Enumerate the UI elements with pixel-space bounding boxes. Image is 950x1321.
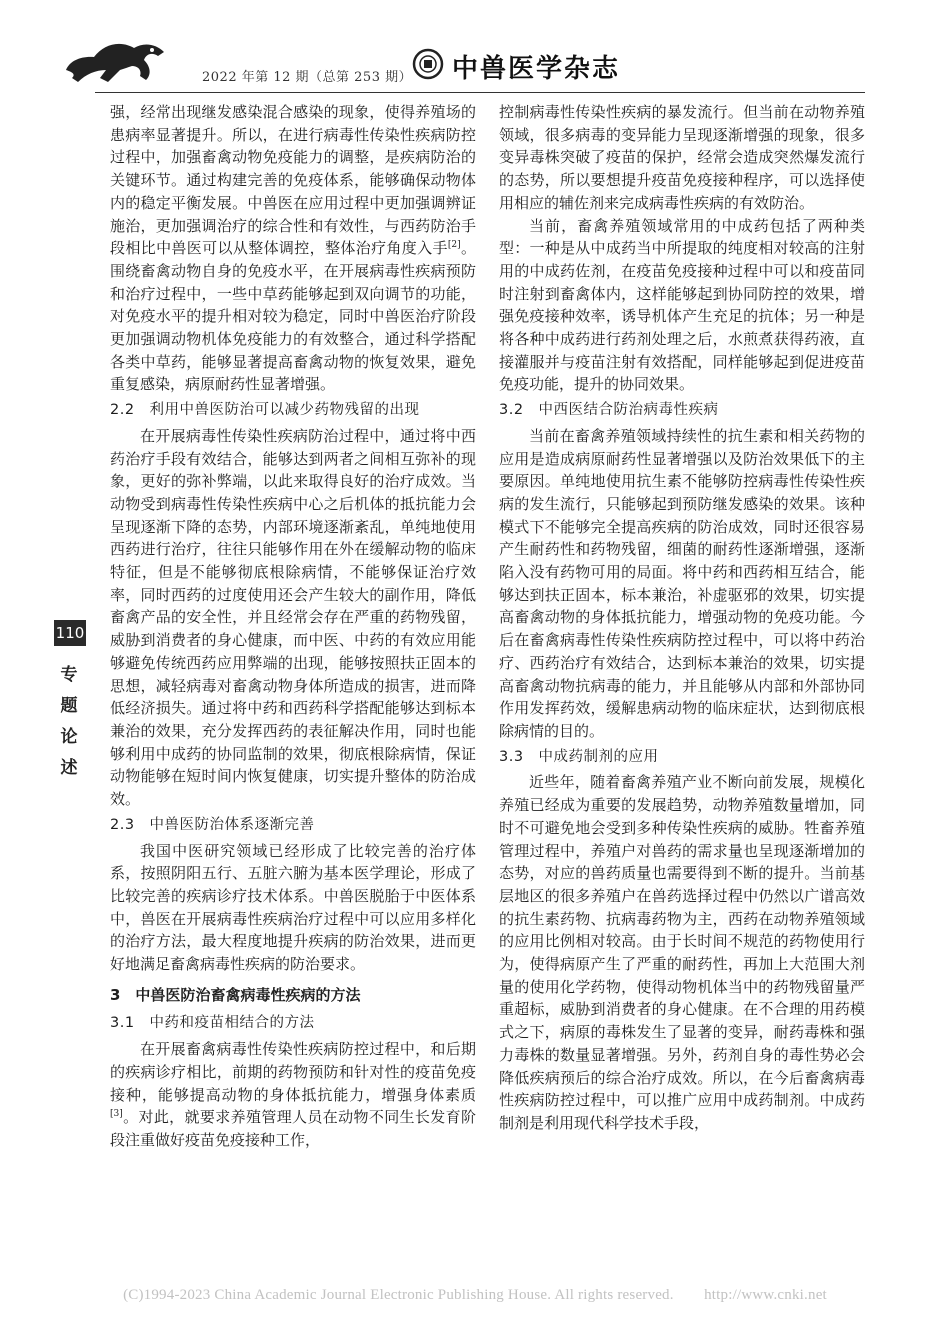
- citation: [3]: [110, 1109, 123, 1120]
- copyright-footer: (C)1994-2023 China Academic Journal Electronic Publishing House. All rights reserved. http://www.cnki.net: [123, 1287, 827, 1303]
- paragraph: 近些年，随着畜禽养殖产业不断向前发展，规模化养殖已经成为重要的发展趋势，动物养殖数量增加，同时不可避免地会受到多种传染性疾病的威胁。牲畜养殖管理过程中，养殖户对兽药的需求量也呈现逐渐增加的态势，对应的兽药质量也需要得到不断的提升。当前基层地区的很多养殖户在兽药选择过程中仍然以广谱高效的抗生素药物、抗病毒药物为主，西药在动物养殖领域的应用比例相对较高。由于长时间不规范的药物使用行为，使得病原产生了严重的耐药性，再加上大范围大剂量的使用化学药物，使得动物机体当中的药物残留量严重超标，威胁到消费者的身心健康。在不合理的用药模式之下，病原的毒株发生了显著的变异，耐药毒株和强力毒株的数量显著增强。另外，药剂自身的毒性势必会降低疾病预后的综合治疗成效。所以，在今后畜禽病毒性疾病防控过程中，可以推广应用中成药制剂。中成药制剂是利用现代科学技术手段，: [499, 773, 865, 1132]
- page-header: [0, 0, 950, 100]
- section-heading: 2.2 利用中兽医防治可以减少药物残留的出现: [110, 402, 420, 419]
- journal-title: 中兽医学杂志: [452, 54, 621, 84]
- paragraph: 强，经常出现继发感染混合感染的现象，使得养殖场的患病率显著提升。所以，在进行病毒性传染性疾病防控过程中，加强畜禽动物免疫能力的调整，是疾病防治的关键环节。通过构建完善的免疫体系，能够确保动物体内的稳定平衡发展。中兽医在应用过程中更加强调辨证施治，更加强调治疗的综合性和有效性，与西药防治手段相比中兽医可以从整体调控，整体治疗角度入手[2]。围绕畜禽动物自身的免疫水平，在开展病毒性疾病预防和治疗过程中，一些中草药能够起到双向调节的功能，对免疫水平的提升相对较为稳定，同时中兽医治疗阶段更加强调动物机体免疫能力的有效整合，通过科学搭配各类中草药，能够显著提高畜禽动物的恢复效果，避免重复感染，病原耐药性显著增强。: [110, 103, 476, 394]
- paragraph: 在开展病毒性传染性疾病防治过程中，通过将中西药治疗手段有效结合，能够达到两者之间相互弥补的现象，更好的弥补弊端，以此来取得良好的治疗成效。当动物受到病毒性传染性疾病中心之后机体的抵抗能力会呈现逐渐下降的态势，内部环境逐渐紊乱，单纯地使用西药进行治疗，往往只能够作用在外在缓解动物的临床特征，但是不能够彻底根除病情，不能够保证治疗效率，同时西药的过度使用还会产生较大的副作用，降低畜禽产品的安全性，并且经常会存在严重的药物残留，威胁到消费者的身心健康，而中医、中药的有效应用能够避免传统西药应用弊端的出现，能够按照扶正固本的思想，减轻病毒对畜禽动物身体所造成的损害，进而降低经济损失。通过将中药和西药科学搭配能够达到标本兼治的效果，充分发挥西药的表征解决作用，同时也能够利用中成药的协同监制的效果，彻底根除病情，保证动物能够在短时间内恢复健康，切实提升整体的防治成效。: [110, 426, 476, 809]
- citation: [2]: [447, 240, 461, 251]
- section-heading: 3.3 中成药制剂的应用: [499, 748, 659, 765]
- left-column: [110, 101, 476, 1152]
- right-column: [499, 101, 865, 1135]
- header-rule: [95, 92, 865, 93]
- side-tab: [54, 620, 84, 784]
- paragraph: 我国中医研究领域已经形成了比较完善的治疗体系，按照阴阳五行、五脏六腑为基本医学理论，形成了比较完善的疾病诊疗技术体系。中兽医脱胎于中医体系中，兽医在开展病毒性疾病治疗过程中可以应用多样化的治疗方法，最大程度地提升疾病的防治效果，进而更好地满足畜禽病毒性疾病的防治要求。: [110, 841, 476, 974]
- page-number: 110: [54, 620, 86, 646]
- journal-seal-icon: [412, 48, 444, 80]
- section-heading: 3.1 中药和疫苗相结合的方法: [110, 1015, 315, 1032]
- paragraph: 控制病毒性传染性疾病的暴发流行。但当前在动物养殖领域，很多病毒的变异能力呈现逐渐增强的现象，很多变异毒株突破了疫苗的保护，经常会造成突然爆发流行的态势，所以要想提升疫苗免疫接种程序，可以选择使用相应的辅佐剂来完成病毒性疾病的有效防治。: [499, 103, 865, 212]
- ox-logo-icon: [60, 30, 170, 90]
- issue-info: 2022 年第 12 期（总第 253 期）: [202, 70, 413, 85]
- section-heading: 3.2 中西医结合防治病毒性疾病: [499, 402, 719, 419]
- section-label: 专题论述: [60, 665, 78, 778]
- section-heading: 2.3 中兽医防治体系逐渐完善: [110, 816, 315, 833]
- paragraph: 当前，畜禽养殖领域常用的中成药包括了两种类型：一种是从中成药当中所提取的纯度相对较高的注射用的中成药佐剂，在疫苗免疫接种过程中可以和疫苗同时注射到畜禽体内，这样能够起到协同防控的效果，增强免疫接种效率，诱导机体产生充足的抗体；另一种是将各种中成药进行药剂处理之后，水煎煮获得药液，直接灌服并与疫苗注射有效搭配，同样能够起到促进疫苗免疫功能，提升的协同效果。: [499, 216, 865, 394]
- chapter-heading: 3 中兽医防治畜禽病毒性疾病的方法: [110, 985, 361, 1004]
- paragraph: 在开展畜禽病毒性传染性疾病防控过程中，和后期的疾病诊疗相比，前期的药物预防和针对性的疫苗免疫接种，能够提高动物的身体抵抗能力，增强身体素质[3]。对此，就要求养殖管理人员在动物不同生长发育阶段注重做好疫苗免疫接种工作，: [110, 1040, 476, 1149]
- paragraph: 当前在畜禽养殖领域持续性的抗生素和相关药物的应用是造成病原耐药性显著增强以及防治效果低下的主要原因。单纯地使用抗生素不能够防控病毒性传染性疾病的发生流行，只能够起到预防继发感染的效果。该种模式下不能够完全提高疾病的防治成效，同时还很容易产生耐药性和药物残留，细菌的耐药性逐渐增强，逐渐陷入没有药物可用的局面。将中药和西药相互结合，能够达到扶正固本，标本兼治，补虚驱邪的效果，切实提高畜禽动物的身体抵抗能力，增强动物的免疫功能。今后在畜禽病毒性传染性疾病防控过程中，可以将中药治疗、西药治疗有效结合，达到标本兼治的效果，切实提高畜禽动物抗病毒的能力，并且能够从内部和外部协同作用发挥药效，缓解患病动物的临床症状，达到彻底根除病情的目的。: [499, 426, 865, 740]
